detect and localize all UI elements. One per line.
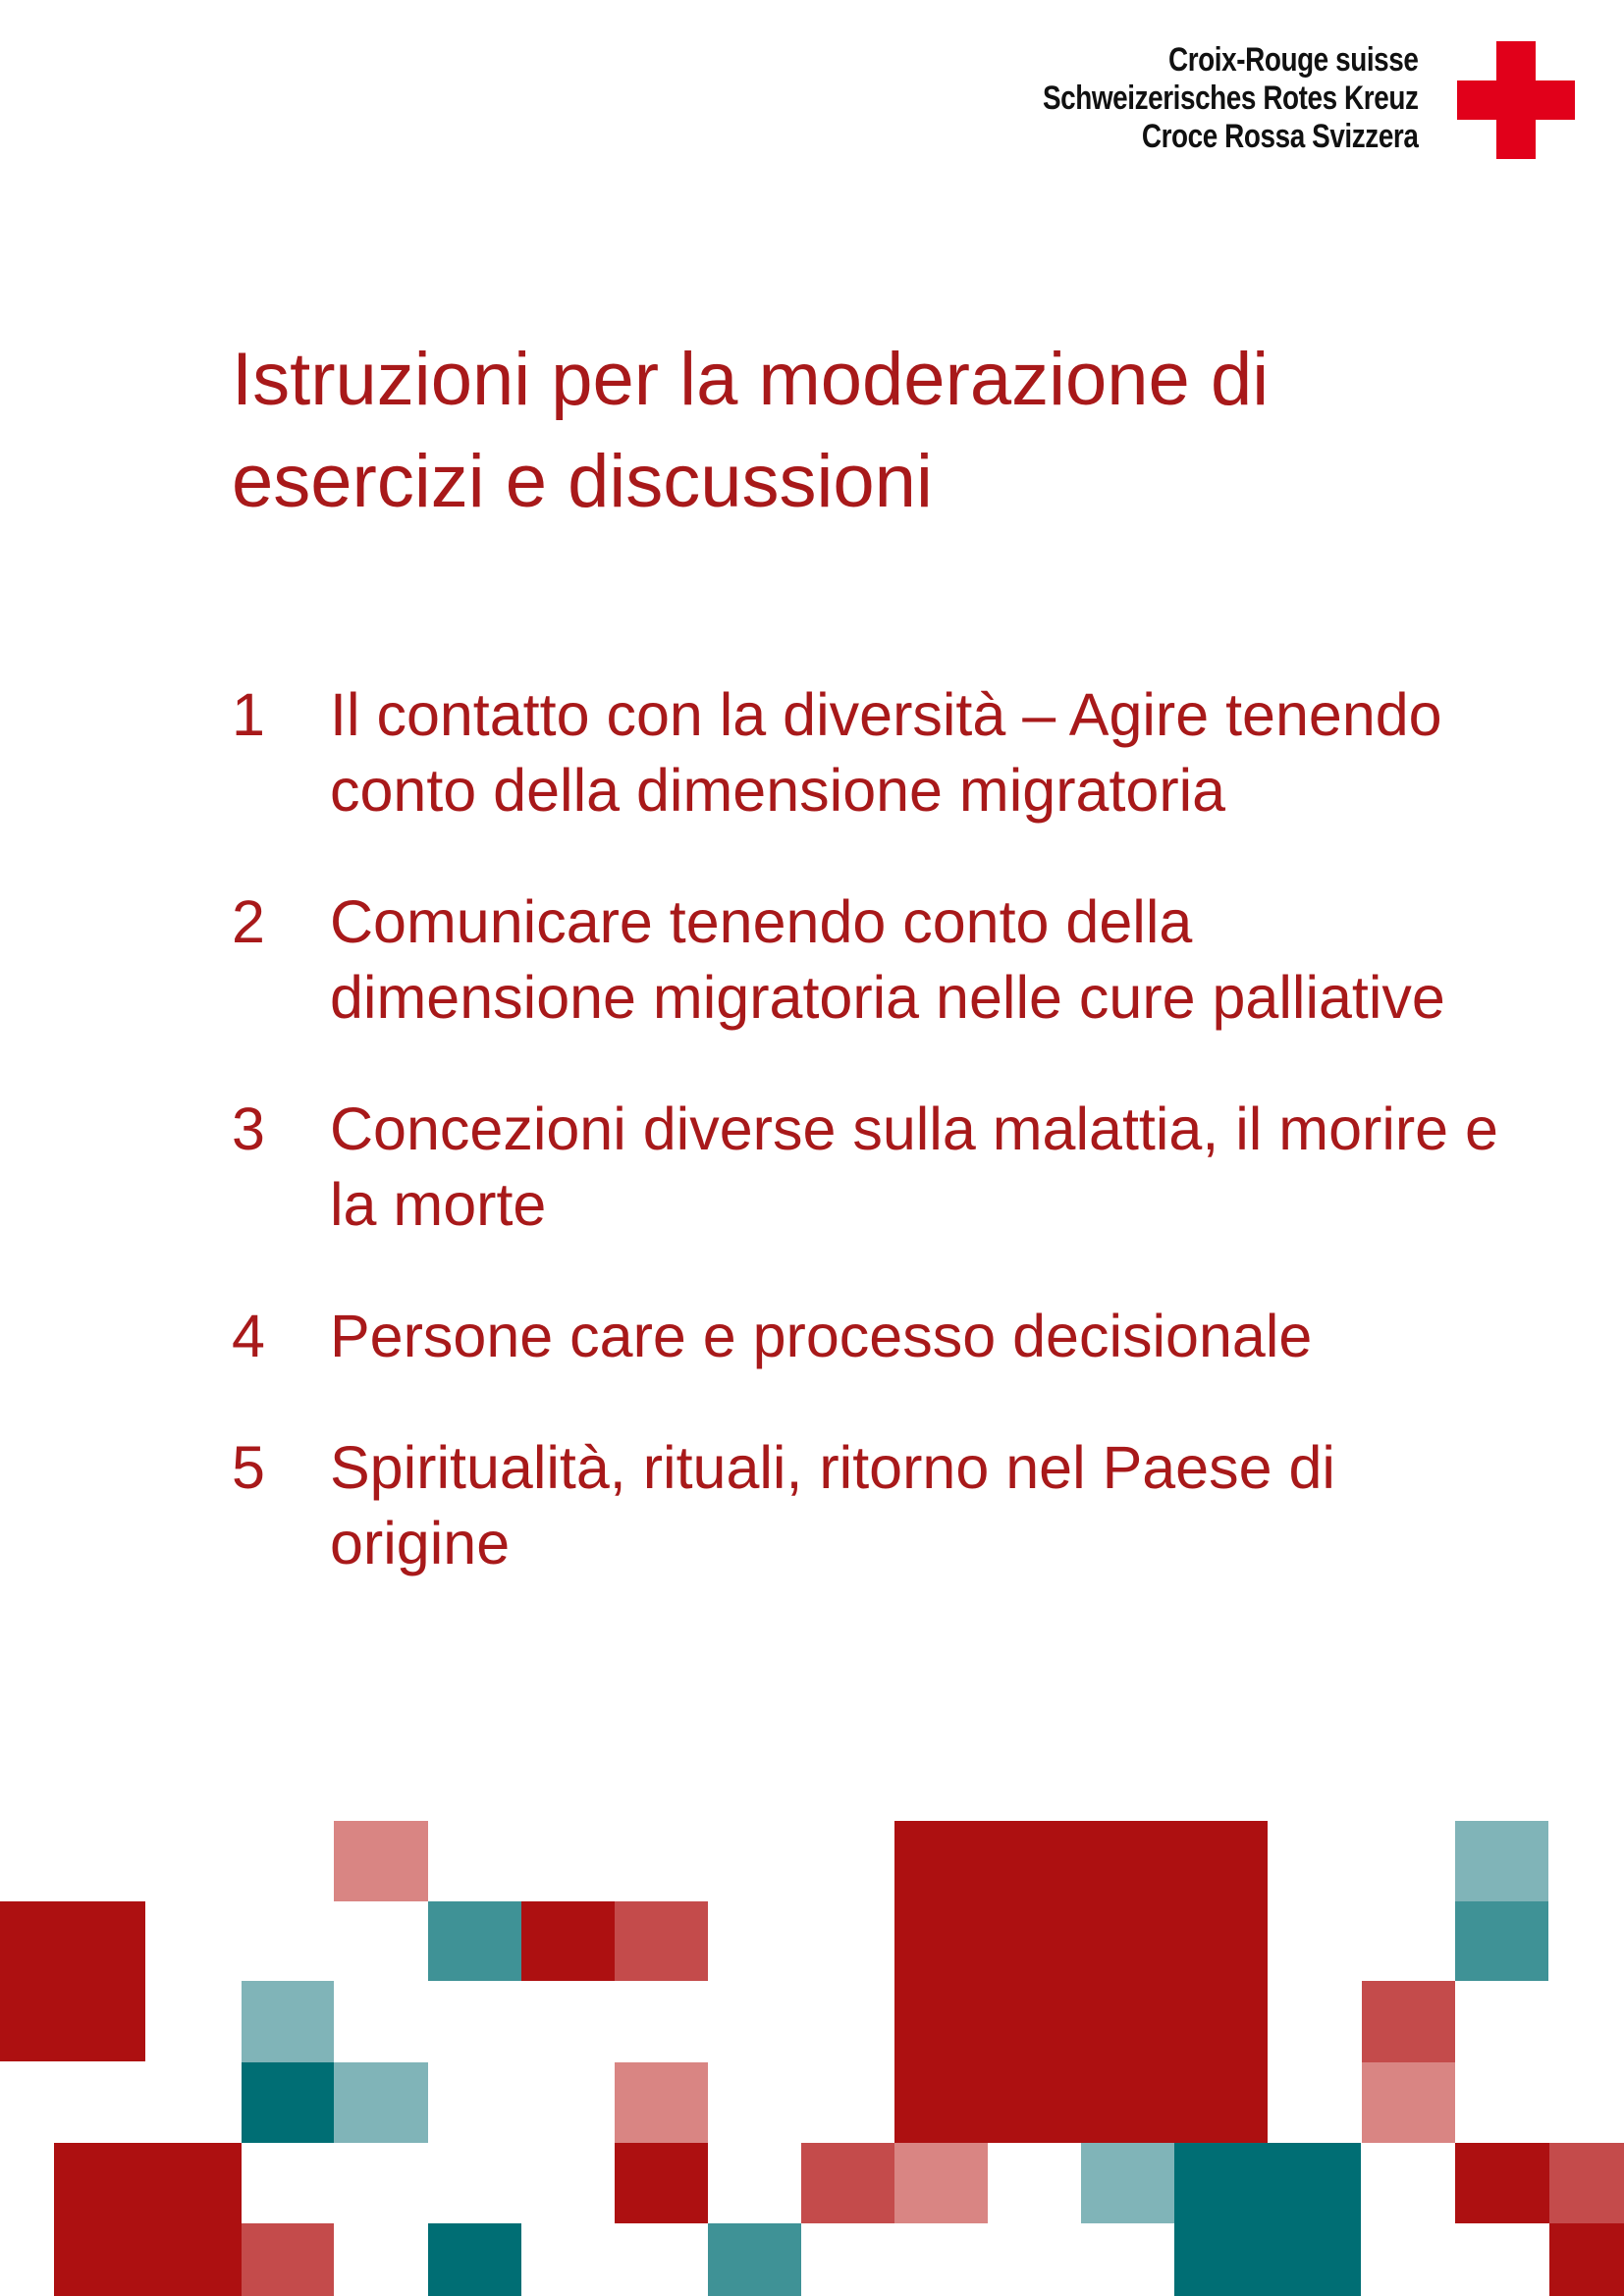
logo-text xyxy=(1042,41,1418,156)
decor-tile xyxy=(1549,2223,1624,2296)
item-number: 3 xyxy=(232,1095,265,1162)
item-number: 5 xyxy=(232,1434,265,1501)
decor-tile xyxy=(1174,2143,1361,2296)
list-item xyxy=(232,677,1508,828)
decor-tile xyxy=(1455,1821,1548,1901)
item-number: 4 xyxy=(232,1303,265,1369)
decor-tile xyxy=(894,2143,988,2223)
decor-tile xyxy=(801,2143,894,2223)
logo-line-italian: Croce Rossa Svizzera xyxy=(1141,118,1418,155)
decor-tile xyxy=(54,2143,242,2296)
item-text: Comunicare tenendo conto della dimensione migratoria nelle cure palliative xyxy=(330,888,1445,1031)
decor-tile xyxy=(0,1901,145,2061)
decor-tile xyxy=(242,2062,334,2143)
list-item xyxy=(232,1092,1508,1243)
item-text: Il contatto con la diversità – Agire tenendo conto della dimensione migratoria xyxy=(330,681,1442,824)
decor-tile xyxy=(242,2223,334,2296)
decor-tile xyxy=(1455,1901,1548,1981)
decor-tile xyxy=(615,2143,708,2223)
decor-tile xyxy=(615,2062,708,2143)
contents-list xyxy=(232,677,1508,1637)
decor-tile xyxy=(1549,2143,1624,2223)
decor-tile xyxy=(334,2062,428,2143)
item-text: Concezioni diverse sulla malattia, il morire e la morte xyxy=(330,1095,1498,1238)
logo-line-french: Croix-Rouge suisse xyxy=(1167,41,1418,79)
list-item xyxy=(232,884,1508,1036)
decor-tile xyxy=(1081,2143,1174,2223)
item-number: 1 xyxy=(232,681,265,748)
decor-tile xyxy=(334,1821,428,1901)
logo-line-german: Schweizerisches Rotes Kreuz xyxy=(1042,80,1418,117)
decor-tile xyxy=(1362,2062,1455,2143)
decor-tile xyxy=(428,1901,521,1981)
item-number: 2 xyxy=(232,888,265,955)
decor-tile xyxy=(521,1901,615,1981)
list-item xyxy=(232,1299,1508,1374)
decor-tile xyxy=(894,1821,1268,2143)
red-cross-icon xyxy=(1457,41,1575,159)
logo xyxy=(960,41,1575,159)
item-text: Spiritualità, rituali, ritorno nel Paese di origine xyxy=(330,1434,1335,1576)
decor-tile xyxy=(615,1901,708,1981)
decor-tile xyxy=(1455,2143,1549,2223)
item-text: Persone care e processo decisionale xyxy=(330,1303,1313,1369)
decor-tile xyxy=(708,2223,801,2296)
decor-tile xyxy=(242,1981,334,2062)
decor-tile xyxy=(428,2223,521,2296)
list-item xyxy=(232,1430,1508,1581)
decor-tile xyxy=(1362,1981,1455,2062)
page-title: Istruzioni per la moderazione di esercizi e discussioni xyxy=(232,338,1270,523)
